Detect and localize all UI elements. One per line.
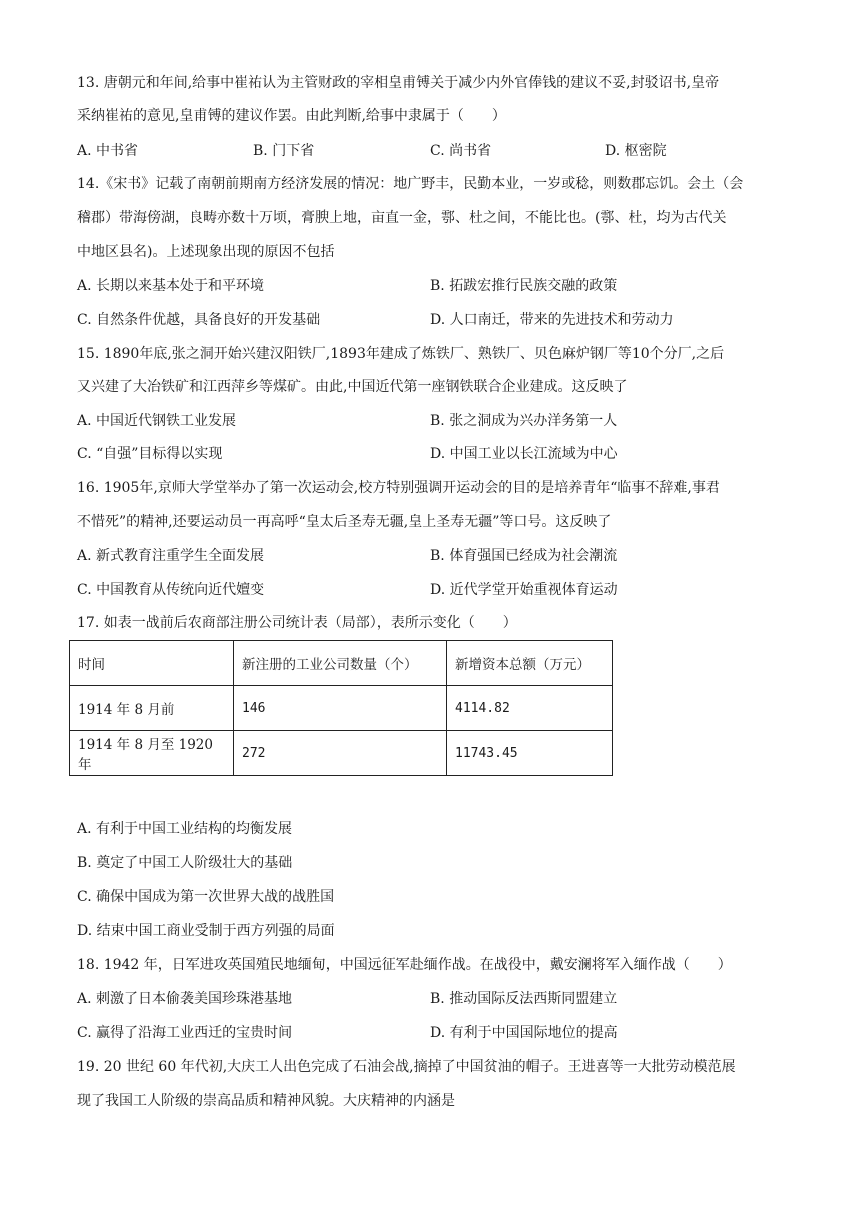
- q19-stem-line-1: 19. 20 世纪 60 年代初,大庆工人出色完成了石油会战,摘掉了中国贫油的帽子。王进喜等一大批劳动模范展: [77, 1059, 736, 1075]
- table-header-row: [70, 641, 613, 686]
- q14-stem-line-3: 中地区县名)。上述现象出现的原因不包括: [77, 244, 335, 260]
- table-cell-period: 1914 年 8 月前: [70, 686, 234, 731]
- table-cell-company-count: 272: [234, 731, 447, 776]
- q14-option-b[interactable]: B. 拓跋宏推行民族交融的政策: [430, 278, 618, 294]
- table-header-cell: 新增资本总额（万元）: [447, 641, 613, 686]
- q13-option-d[interactable]: D. 枢密院: [605, 143, 667, 159]
- q18-option-a[interactable]: A. 刺激了日本偷袭美国珍珠港基地: [77, 991, 293, 1007]
- q16-stem-line-2: 不惜死”的精神,还要运动员一再高呼“皇太后圣寿无疆,皇上圣寿无疆”等口号。这反映了: [77, 514, 612, 530]
- q14-stem-line-2: 稽郡）带海傍湖，良畴亦数十万顷，膏腴上地，亩直一金，鄠、杜之间，不能比也。(鄠、杜，均为古代关: [77, 210, 727, 226]
- q17-option-b[interactable]: B. 奠定了中国工人阶级壮大的基础: [77, 855, 293, 871]
- table-header-cell: 时间: [70, 641, 234, 686]
- table-cell-company-count: 146: [234, 686, 447, 731]
- table-row: [70, 731, 613, 776]
- q18-option-d[interactable]: D. 有利于中国国际地位的提高: [430, 1025, 618, 1041]
- q16-option-b[interactable]: B. 体育强国已经成为社会潮流: [430, 548, 618, 564]
- q18-option-b[interactable]: B. 推动国际反法西斯同盟建立: [430, 991, 618, 1007]
- q19-stem-line-2: 现了我国工人阶级的崇高品质和精神风貌。大庆精神的内涵是: [77, 1093, 455, 1109]
- q18-option-c[interactable]: C. 赢得了沿海工业西迁的宝贵时间: [77, 1025, 293, 1041]
- q15-stem-line-1: 15. 1890年底,张之洞开始兴建汉阳铁厂,1893年建成了炼铁厂、熟铁厂、贝色麻炉钢厂等10个分厂,之后: [77, 346, 725, 362]
- q14-option-d[interactable]: D. 人口南迁，带来的先进技术和劳动力: [430, 312, 674, 328]
- q13-option-a[interactable]: A. 中书省: [77, 143, 139, 159]
- q14-option-a[interactable]: A. 长期以来基本处于和平环境: [77, 278, 265, 294]
- q17-option-c[interactable]: C. 确保中国成为第一次世界大战的战胜国: [77, 889, 335, 905]
- table-row: [70, 686, 613, 731]
- q13-option-b[interactable]: B. 门下省: [253, 143, 315, 159]
- q18-stem-line-1: 18. 1942 年，日军进攻英国殖民地缅甸，中国远征军赴缅作战。在战役中，戴安澜将军入缅作战（ ）: [77, 957, 732, 973]
- q15-option-b[interactable]: B. 张之洞成为兴办洋务第一人: [430, 413, 618, 429]
- q14-stem-line-1: 14.《宋书》记载了南朝前期南方经济发展的情况：地广野丰，民勤本业，一岁或稔，则数郡忘饥。会土（会: [77, 176, 744, 192]
- q13-stem-line-2: 采纳崔祐的意见,皇甫镈的建议作罢。由此判断,给事中隶属于（ ）: [77, 108, 506, 124]
- q17-stem-line-1: 17. 如表一战前后农商部注册公司统计表（局部），表所示变化（ ）: [77, 615, 517, 631]
- q17-stats-table: [69, 640, 613, 776]
- q15-option-c[interactable]: C. “自强”目标得以实现: [77, 446, 223, 462]
- q13-stem-line-1: 13. 唐朝元和年间,给事中崔祐认为主管财政的宰相皇甫镈关于减少内外官俸钱的建议不妥,封驳诏书,皇帝: [77, 75, 720, 91]
- q15-option-a[interactable]: A. 中国近代钢铁工业发展: [77, 413, 237, 429]
- q16-stem-line-1: 16. 1905年,京师大学堂举办了第一次运动会,校方特别强调开运动会的目的是培养青年“临事不辞难,事君: [77, 480, 720, 496]
- table-cell-capital: 4114.82: [447, 686, 613, 731]
- q15-stem-line-2: 又兴建了大冶铁矿和江西萍乡等煤矿。由此,中国近代第一座钢铁联合企业建成。这反映了: [77, 379, 628, 395]
- table-cell-period: 1914 年 8 月至 1920 年: [70, 731, 234, 776]
- q16-option-a[interactable]: A. 新式教育注重学生全面发展: [77, 548, 265, 564]
- q13-option-c[interactable]: C. 尚书省: [430, 143, 492, 159]
- q14-option-c[interactable]: C. 自然条件优越，具备良好的开发基础: [77, 312, 321, 328]
- table-cell-capital: 11743.45: [447, 731, 613, 776]
- q16-option-d[interactable]: D. 近代学堂开始重视体育运动: [430, 582, 618, 598]
- q17-option-a[interactable]: A. 有利于中国工业结构的均衡发展: [77, 821, 293, 837]
- table-header-cell: 新注册的工业公司数量（个）: [234, 641, 447, 686]
- q15-option-d[interactable]: D. 中国工业以长江流域为中心: [430, 446, 618, 462]
- q16-option-c[interactable]: C. 中国教育从传统向近代嬗变: [77, 582, 265, 598]
- q17-option-d[interactable]: D. 结束中国工商业受制于西方列强的局面: [77, 923, 335, 939]
